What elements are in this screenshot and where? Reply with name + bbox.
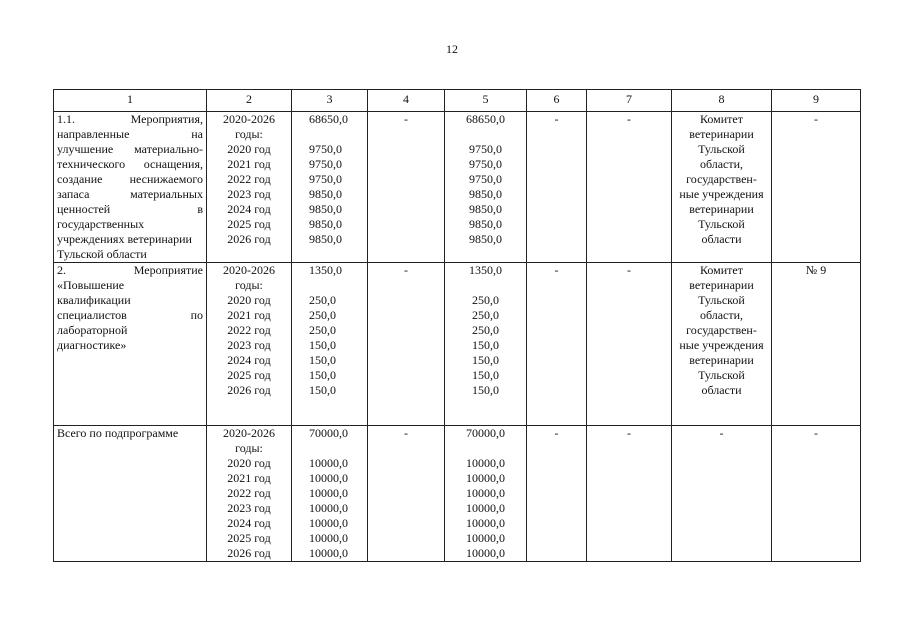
period-cell [207,112,292,263]
funding-value: 10000,0 [309,471,348,485]
funding-value: 9850,0 [309,232,342,246]
header-row [54,90,861,112]
funding-value: 150,0 [309,368,336,382]
regional-budget-value: 10000,0 [466,486,505,500]
header-cell: 1 [54,90,207,112]
regional-budget-value [448,441,523,456]
regional-budget-value: 10000,0 [466,471,505,485]
federal-budget-value: - [404,426,408,440]
funding-value: 9850,0 [309,202,342,216]
funding-value: 68650,0 [309,112,348,126]
activity-name-line: специалистов по [57,308,203,322]
activity-name-line: 2. Мероприятие [57,263,203,277]
funding-value [309,278,364,293]
executor-line: области, [699,308,744,322]
period-line: 2020-2026 [223,112,275,126]
activity-name-line: запаса материальных [57,187,203,201]
responsible-executor-cell [672,426,772,562]
period-line: 2025 год [227,368,271,382]
activity-name-line: Всего по подпрограмме [57,426,179,440]
local-budget-value: - [554,112,559,126]
period-line: годы: [235,127,263,141]
funding-value: 10000,0 [309,486,348,500]
funding-value [309,127,364,142]
funding-value: 150,0 [309,338,336,352]
period-line: 2024 год [227,516,271,530]
period-line: 2021 год [227,308,271,322]
period-line: 2023 год [227,338,271,352]
indicator-cell [772,112,861,263]
indicator-value: № 9 [805,263,827,277]
table-row [54,426,861,562]
executor-line: Тульской [698,142,745,156]
period-line: 2026 год [227,546,271,560]
activity-name-line: направленные на [57,127,203,141]
header-cell: 8 [672,90,772,112]
other-sources-cell [587,263,672,426]
period-line: 2026 год [227,232,271,246]
regional-budget-value: 250,0 [472,323,499,337]
activity-name-line: учреждениях ветеринарии [57,232,192,246]
regional-budget-cell [445,426,527,562]
period-line: 2026 год [227,383,271,397]
header-cell: 2 [207,90,292,112]
period-line: 2021 год [227,471,271,485]
regional-budget-value: 9750,0 [469,172,502,186]
other-sources-value: - [627,426,631,440]
other-sources-value: - [627,263,631,277]
executor-line: Тульской [698,368,745,382]
period-line: 2020 год [227,456,271,470]
federal-budget-value: - [404,112,408,126]
header-cell: 3 [292,90,368,112]
funding-value: 9750,0 [309,172,342,186]
period-line: 2021 год [227,157,271,171]
executor-line: ные учреждения [679,338,764,352]
responsible-executor-cell [672,263,772,426]
activity-name-cell [54,112,207,263]
activity-name-line: технического оснащения, [57,157,203,171]
activity-name-line: лабораторной [57,323,128,337]
funding-value: 9750,0 [309,157,342,171]
program-table [53,89,861,562]
regional-budget-value: 70000,0 [466,426,505,440]
regional-budget-value: 10000,0 [466,546,505,560]
total-funding-cell [292,263,368,426]
regional-budget-value [448,278,523,293]
funding-value: 10000,0 [309,531,348,545]
executor-line: ветеринарии [689,127,754,141]
activity-name-line: улучшение материально- [57,142,203,156]
header-cell: 6 [527,90,587,112]
funding-value: 10000,0 [309,456,348,470]
executor-line: государствен- [686,172,757,186]
period-line: 2020-2026 [223,263,275,277]
activity-name-line: квалификации [57,293,131,307]
regional-budget-value: 9750,0 [469,142,502,156]
regional-budget-cell [445,263,527,426]
local-budget-cell [527,263,587,426]
executor-line: Комитет [699,263,743,277]
funding-value: 150,0 [309,383,336,397]
other-sources-value: - [627,112,631,126]
regional-budget-cell [445,112,527,263]
executor-line: ветеринарии [689,353,754,367]
federal-budget-value: - [404,263,408,277]
regional-budget-value: 1350,0 [469,263,502,277]
activity-name-cell [54,263,207,426]
federal-budget-cell [368,426,445,562]
regional-budget-value: 68650,0 [466,112,505,126]
activity-name-line: 1.1. Мероприятия, [57,112,203,126]
indicator-value: - [814,112,818,126]
period-line: 2024 год [227,353,271,367]
indicator-cell [772,426,861,562]
local-budget-value: - [554,263,559,277]
regional-budget-value: 9850,0 [469,187,502,201]
federal-budget-cell [368,263,445,426]
header-cell: 9 [772,90,861,112]
regional-budget-value: 9850,0 [469,232,502,246]
activity-name-line: диагностике» [57,338,127,352]
period-line: 2020 год [227,142,271,156]
header-cell: 7 [587,90,672,112]
executor-line: ные учреждения [679,187,764,201]
regional-budget-value: 10000,0 [466,516,505,530]
regional-budget-value: 9850,0 [469,202,502,216]
period-line: 2025 год [227,531,271,545]
funding-value: 10000,0 [309,546,348,560]
local-budget-value: - [554,426,559,440]
funding-value: 70000,0 [309,426,348,440]
funding-value: 9850,0 [309,187,342,201]
executor-line: Тульской [698,217,745,231]
period-line: годы: [235,441,263,455]
funding-value: 9850,0 [309,217,342,231]
executor-line: ветеринарии [689,278,754,292]
responsible-executor-cell [672,112,772,263]
regional-budget-value: 150,0 [472,368,499,382]
activity-name-cell [54,426,207,562]
funding-value: 9750,0 [309,142,342,156]
period-line: 2020-2026 [223,426,275,440]
regional-budget-value: 9750,0 [469,157,502,171]
indicator-cell [772,263,861,426]
executor-line: государствен- [686,323,757,337]
regional-budget-value: 10000,0 [466,501,505,515]
other-sources-cell [587,426,672,562]
regional-budget-value: 250,0 [472,293,499,307]
period-line: 2023 год [227,501,271,515]
funding-value: 1350,0 [309,263,342,277]
regional-budget-value: 9850,0 [469,217,502,231]
period-line: 2020 год [227,293,271,307]
period-line: 2022 год [227,486,271,500]
table-row [54,263,861,426]
local-budget-cell [527,112,587,263]
total-funding-cell [292,112,368,263]
executor-line: Тульской [698,293,745,307]
period-cell [207,263,292,426]
period-line: 2022 год [227,172,271,186]
regional-budget-value: 150,0 [472,383,499,397]
regional-budget-value: 150,0 [472,338,499,352]
activity-name-line: создание неснижаемого [57,172,203,186]
period-cell [207,426,292,562]
table-row [54,112,861,263]
regional-budget-value [448,127,523,142]
funding-value: 10000,0 [309,501,348,515]
activity-name-line: Тульской области [57,247,147,261]
funding-value: 150,0 [309,353,336,367]
header-cell: 5 [445,90,527,112]
funding-value: 250,0 [309,323,336,337]
regional-budget-value: 150,0 [472,353,499,367]
activity-name-line: государственных [57,217,145,231]
local-budget-cell [527,426,587,562]
executor-line: области, [699,157,744,171]
period-line: годы: [235,278,263,292]
total-funding-cell [292,426,368,562]
period-line: 2023 год [227,187,271,201]
executor-line: ветеринарии [689,202,754,216]
page-number: 12 [446,42,458,56]
regional-budget-value: 250,0 [472,308,499,322]
period-line: 2025 год [227,217,271,231]
regional-budget-value: 10000,0 [466,456,505,470]
indicator-value: - [814,426,818,440]
activity-name-line: «Повышение [57,278,125,292]
funding-value [309,441,364,456]
other-sources-cell [587,112,672,263]
regional-budget-value: 10000,0 [466,531,505,545]
funding-value: 250,0 [309,293,336,307]
period-line: 2024 год [227,202,271,216]
executor-line: области [701,383,742,397]
executor-line: Комитет [699,112,743,126]
funding-value: 250,0 [309,308,336,322]
header-cell: 4 [368,90,445,112]
activity-name-line: ценностей в [57,202,203,216]
funding-value: 10000,0 [309,516,348,530]
federal-budget-cell [368,112,445,263]
executor-line: области [701,232,742,246]
executor-line: - [719,426,724,440]
period-line: 2022 год [227,323,271,337]
